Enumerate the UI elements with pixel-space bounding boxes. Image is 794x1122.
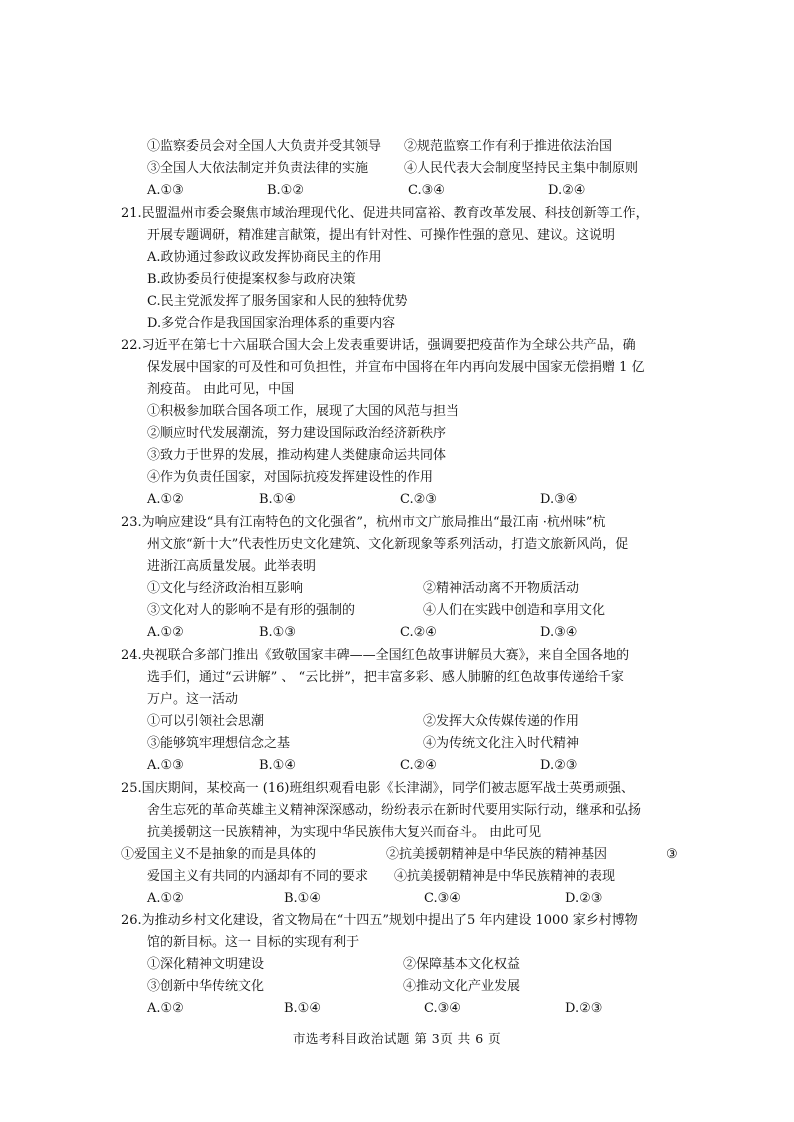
q22-option-c: C.②③: [400, 492, 437, 507]
q24-statement-2: ②发挥大众传媒传递的作用: [423, 714, 580, 729]
q21-option-d: D.多党合作是我国国家治理体系的重要内容: [147, 316, 396, 331]
q22-stem-line-3: 剂疫苗。 由此可见，中国: [147, 382, 295, 397]
q23-statement-1: ①文化与经济政治相互影响: [147, 581, 304, 596]
q20-option-b: B.①②: [267, 183, 304, 198]
q24-option-b: B.①④: [259, 758, 296, 773]
q22-statement-4: ④作为负责任国家，对国际抗疫发挥建设性的作用: [147, 470, 434, 485]
q23-option-d: D.③④: [540, 625, 578, 640]
q20-statement-4: ④人民代表大会制度坚持民主集中制原则: [404, 161, 639, 176]
q21-stem-line-1: 21.民盟温州市委会聚焦市域治理现代化、促进共同富裕、教育改革发展、科技创新等工作，: [121, 206, 649, 221]
q24-stem-line-2: 选手们，通过“云讲解” 、 “云比拼”，把丰富多彩、感人肺腑的红色故事传递给千家: [147, 670, 624, 685]
q25-stem-line-1: 25.国庆期间，某校高一 (16)班组织观看电影《长津湖》，同学们被志愿军战士英勇顽强、: [121, 781, 634, 796]
q26-statement-3: ③创新中华传统文化: [147, 979, 265, 994]
q26-option-a: A.①②: [147, 1001, 184, 1016]
q21-option-c: C.民主党派发挥了服务国家和人民的独特优势: [147, 294, 408, 309]
q20-option-a: A.①③: [147, 183, 184, 198]
q22-option-b: B.①④: [259, 492, 296, 507]
q20-statement-3: ③全国人大依法制定并负责法律的实施: [147, 161, 369, 176]
q22-statement-2: ②顺应时代发展潮流，努力建设国际政治经济新秩序: [147, 426, 447, 441]
q23-option-a: A.①②: [147, 625, 184, 640]
q25-option-c: C.③④: [424, 891, 461, 906]
q24-statement-4: ④为传统文化注入时代精神: [423, 736, 580, 751]
q24-statement-1: ①可以引领社会思潮: [147, 714, 265, 729]
q26-stem-line-1: 26.为推动乡村文化建设，省文物局在“十四五”规划中提出了5 年内建设 1000 家乡村博物: [121, 913, 638, 928]
q25-statement-4: ④抗美援朝精神是中华民族精神的表现: [394, 869, 616, 884]
q25-statement-3-marker: ③: [666, 847, 678, 862]
q23-stem-line-3: 进浙江高质量发展。此举表明: [147, 559, 317, 574]
q26-stem-line-2: 馆的新目标。这一 目标的实现有利于: [147, 935, 360, 950]
q23-stem-line-1: 23.为响应建设“具有江南特色的文化强省”，杭州市文广旅局推出“最江南 ·杭州味”杭: [121, 515, 606, 530]
q26-statement-2: ②保障基本文化权益: [403, 957, 521, 972]
q21-option-b: B.政协委员行使提案权参与政府决策: [147, 272, 356, 287]
q24-stem-line-1: 24.央视联合多部门推出《致敬国家丰碑——全国红色故事讲解员大赛》，来自全国各地的: [121, 648, 630, 663]
q25-statement-2: ②抗美援朝精神是中华民族的精神基因: [386, 847, 608, 862]
q21-stem-line-2: 开展专题调研，精准建言献策，提出有针对性、可操作性强的意见、建议。这说明: [147, 228, 616, 243]
q23-statement-4: ④人们在实践中创造和享用文化: [423, 603, 606, 618]
q24-option-d: D.②③: [540, 758, 578, 773]
q26-option-b: B.①④: [284, 1001, 321, 1016]
q21-option-a: A.政协通过参政议政发挥协商民主的作用: [147, 250, 382, 265]
q24-stem-line-3: 万户。这一活动: [147, 692, 239, 707]
q23-stem-line-2: 州文旅“新十大”代表性历史文化建筑、文化新现象等系列活动，打造文旅新风尚，促: [147, 537, 629, 552]
q25-option-d: D.②③: [565, 891, 603, 906]
q25-option-a: A.①②: [147, 891, 184, 906]
q25-statement-3: 爱国主义有共同的内涵却有不同的要求: [147, 869, 369, 884]
q23-option-b: B.①③: [259, 625, 296, 640]
page-footer: 市选考科目政治试题 第 3页 共 6 页: [292, 1031, 502, 1046]
q26-statement-1: ①深化精神文明建设: [147, 957, 265, 972]
q26-option-d: D.②③: [565, 1001, 603, 1016]
q23-statement-3: ③文化对人的影响不是有形的强制的: [147, 603, 356, 618]
q20-option-d: D.②④: [548, 183, 586, 198]
q22-statement-1: ①积极参加联合国各项工作，展现了大国的风范与担当: [147, 404, 460, 419]
q25-stem-line-3: 抗美援朝这一民族精神，为实现中华民族伟大复兴而奋斗。 由此可见: [147, 825, 542, 840]
q22-statement-3: ③致力于世界的发展，推动构建人类健康命运共同体: [147, 448, 447, 463]
q22-option-d: D.③④: [540, 492, 578, 507]
q20-statement-2: ②规范监察工作有利于推进依法治国: [404, 139, 613, 154]
q20-option-c: C.③④: [408, 183, 445, 198]
q25-option-b: B.①④: [284, 891, 321, 906]
q22-option-a: A.①②: [147, 492, 184, 507]
q26-option-c: C.③④: [424, 1001, 461, 1016]
q22-stem-line-2: 保发展中国家的可及性和可负担性，并宣布中国将在年内再向发展中国家无偿捐赠 1 亿: [147, 360, 645, 375]
q24-statement-3: ③能够筑牢理想信念之基: [147, 736, 291, 751]
q22-stem-line-1: 22.习近平在第七十六届联合国大会上发表重要讲话，强调要把疫苗作为全球公共产品，确: [121, 338, 636, 353]
q23-statement-2: ②精神活动离不开物质活动: [423, 581, 580, 596]
q23-option-c: C.②④: [400, 625, 437, 640]
q24-option-a: A.①③: [147, 758, 184, 773]
q25-stem-line-2: 舍生忘死的革命英雄主义精神深深感动，纷纷表示在新时代要用实际行动，继承和弘扬: [147, 803, 642, 818]
q20-statement-1: ①监察委员会对全国人大负责并受其领导: [147, 139, 382, 154]
q24-option-c: C.②④: [400, 758, 437, 773]
q26-statement-4: ④推动文化产业发展: [403, 979, 521, 994]
q25-statement-1: ①爱国主义不是抽象的而是具体的: [121, 847, 317, 862]
